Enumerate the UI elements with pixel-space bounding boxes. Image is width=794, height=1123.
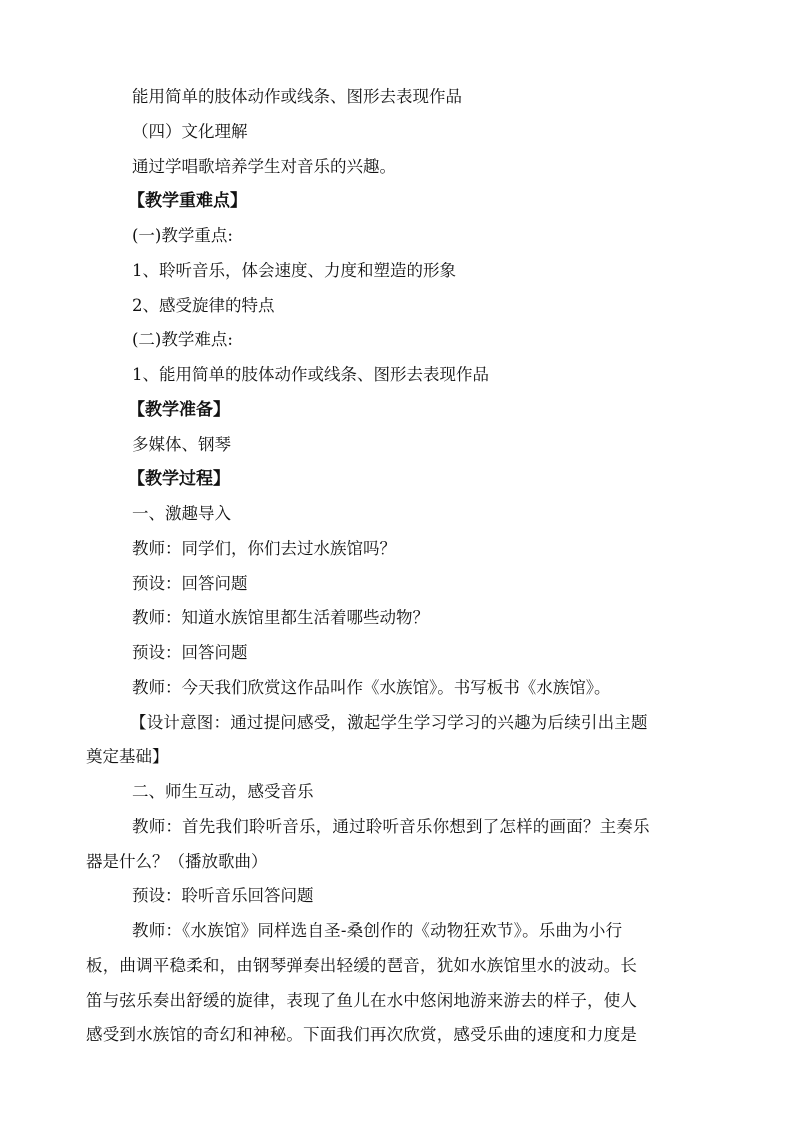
text-line: (二)教学难点:: [132, 330, 233, 349]
text-line: 一、激趣导入: [132, 504, 231, 523]
text-line: 1、聆听音乐，体会速度、力度和塑造的形象: [132, 261, 456, 280]
text-line: 多媒体、钢琴: [132, 435, 231, 454]
text-line: 板，曲调平稳柔和，由钢琴弹奏出轻缓的琶音，犹如水族馆里水的波动。长: [86, 956, 638, 975]
text-line: 能用简单的肢体动作或线条、图形去表现作品: [132, 87, 462, 106]
text-line: 2、感受旋律的特点: [132, 296, 275, 315]
text-line: 感受到水族馆的奇幻和神秘。下面我们再次欣赏，感受乐曲的速度和力度是: [86, 1025, 638, 1044]
text-line: 通过学唱歌培养学生对音乐的兴趣。: [132, 157, 396, 176]
text-line: 奠定基础】: [86, 747, 169, 766]
text-line: 笛与弦乐奏出舒缓的旋律，表现了鱼儿在水中悠闲地游来游去的样子，使人: [86, 991, 638, 1010]
section-subheading: （四）文化理解: [132, 122, 248, 141]
text-line: 1、能用简单的肢体动作或线条、图形去表现作品: [132, 365, 489, 384]
text-line: 教师：《水族馆》同样选自圣-桑创作的《动物狂欢节》。乐曲为小行: [132, 921, 623, 940]
text-line: 教师：首先我们聆听音乐，通过聆听音乐你想到了怎样的画面？主奏乐: [132, 817, 650, 836]
text-line: 预设：回答问题: [132, 574, 248, 593]
text-line: 预设：回答问题: [132, 643, 248, 662]
text-line: 二、师生互动，感受音乐: [132, 782, 314, 801]
text-line: 教师：同学们，你们去过水族馆吗？: [132, 539, 396, 558]
section-heading-preparation: 【教学准备】: [128, 400, 230, 420]
section-heading-process: 【教学过程】: [128, 469, 230, 489]
text-line: 器是什么？（播放歌曲）: [86, 852, 268, 871]
text-line: (一)教学重点:: [132, 226, 233, 245]
text-line: 预设：聆听音乐回答问题: [132, 886, 314, 905]
section-heading-key-points: 【教学重难点】: [128, 191, 247, 211]
text-line: 教师：知道水族馆里都生活着哪些动物？: [132, 608, 429, 627]
text-line: 教师：今天我们欣赏这作品叫作《水族馆》。书写板书《水族馆》。: [132, 678, 611, 697]
text-line: 【设计意图：通过提问感受，激起学生学习学习的兴趣为后续引出主题: [130, 713, 648, 732]
